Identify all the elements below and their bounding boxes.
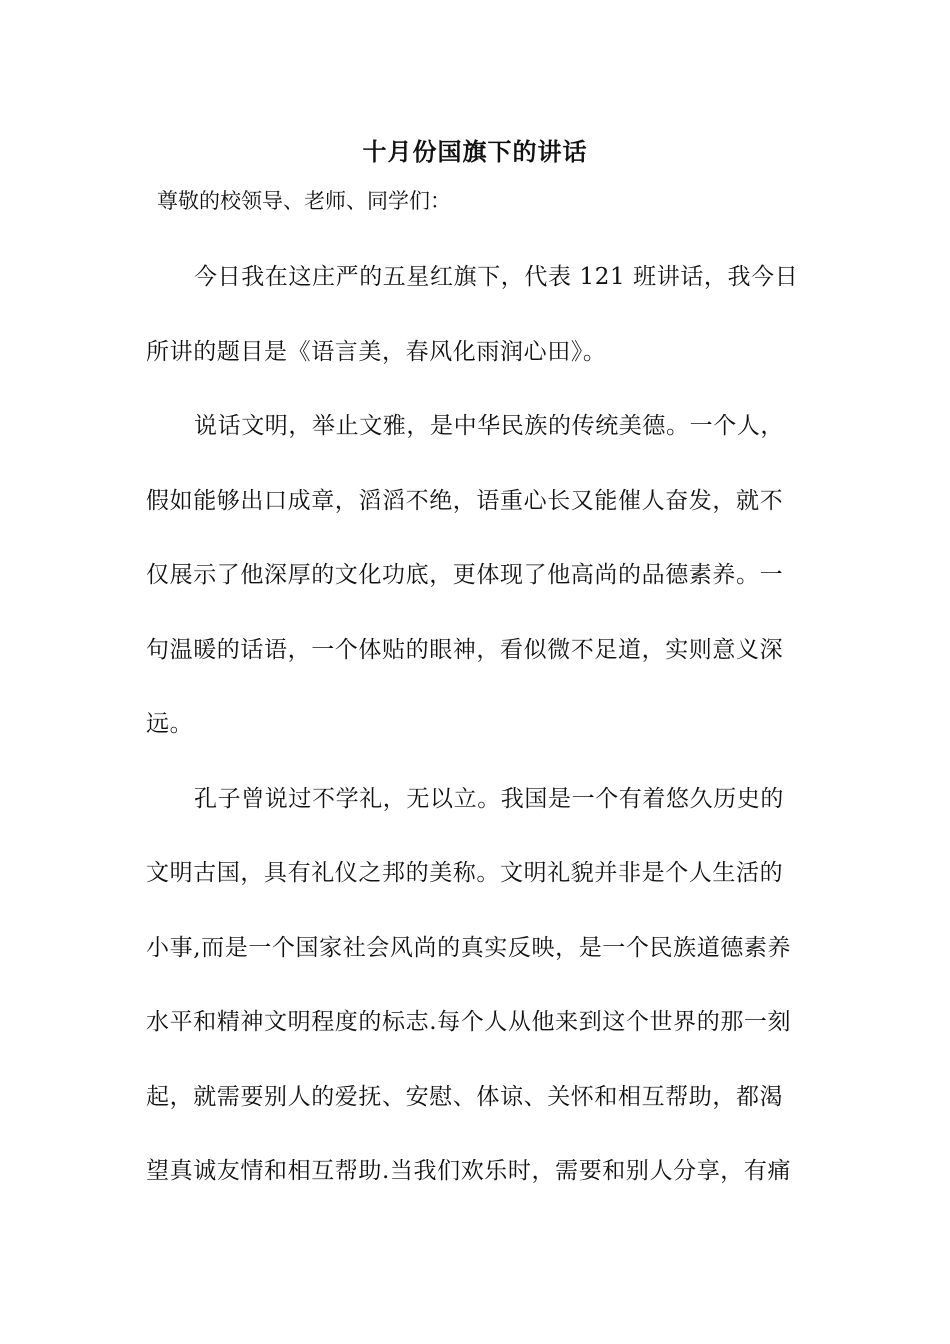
- body-line: 句温暖的话语，一个体贴的眼神，看似微不足道，实则意义深: [146, 637, 784, 663]
- body-line: 望真诚友情和相互帮助.当我们欢乐时，需要和别人分享，有痛: [146, 1158, 792, 1184]
- body-line: 起，就需要别人的爱抚、安慰、体谅、关怀和相互帮助，都渴: [146, 1084, 784, 1110]
- body-line: 孔子曾说过不学礼，无以立。我国是一个有着悠久历史的: [194, 786, 784, 812]
- body-line: 假如能够出口成章，滔滔不绝，语重心长又能催人奋发，就不: [146, 488, 784, 514]
- page-title: 十月份国旗下的讲话: [362, 137, 588, 166]
- body-line: 说话文明，举止文雅，是中华民族的传统美德。一个人，: [194, 413, 784, 439]
- body-line: 仅展示了他深厚的文化功底，更体现了他高尚的品德素养。一: [146, 562, 784, 588]
- body-line: 今日我在这庄严的五星红旗下，代表 121 班讲话，我今日: [194, 264, 799, 290]
- body-line: 远。: [146, 711, 194, 737]
- body-line: 水平和精神文明程度的标志.每个人从他来到这个世界的那一刻: [146, 1009, 792, 1035]
- body-line: 小事,而是一个国家社会风尚的真实反映，是一个民族道德素养: [146, 935, 792, 961]
- salutation: 尊敬的校领导、老师、同学们：: [157, 189, 451, 213]
- body-line: 所讲的题目是《语言美，春风化雨润心田》。: [146, 339, 607, 365]
- body-line: 文明古国，具有礼仪之邦的美称。文明礼貌并非是个人生活的: [146, 860, 784, 886]
